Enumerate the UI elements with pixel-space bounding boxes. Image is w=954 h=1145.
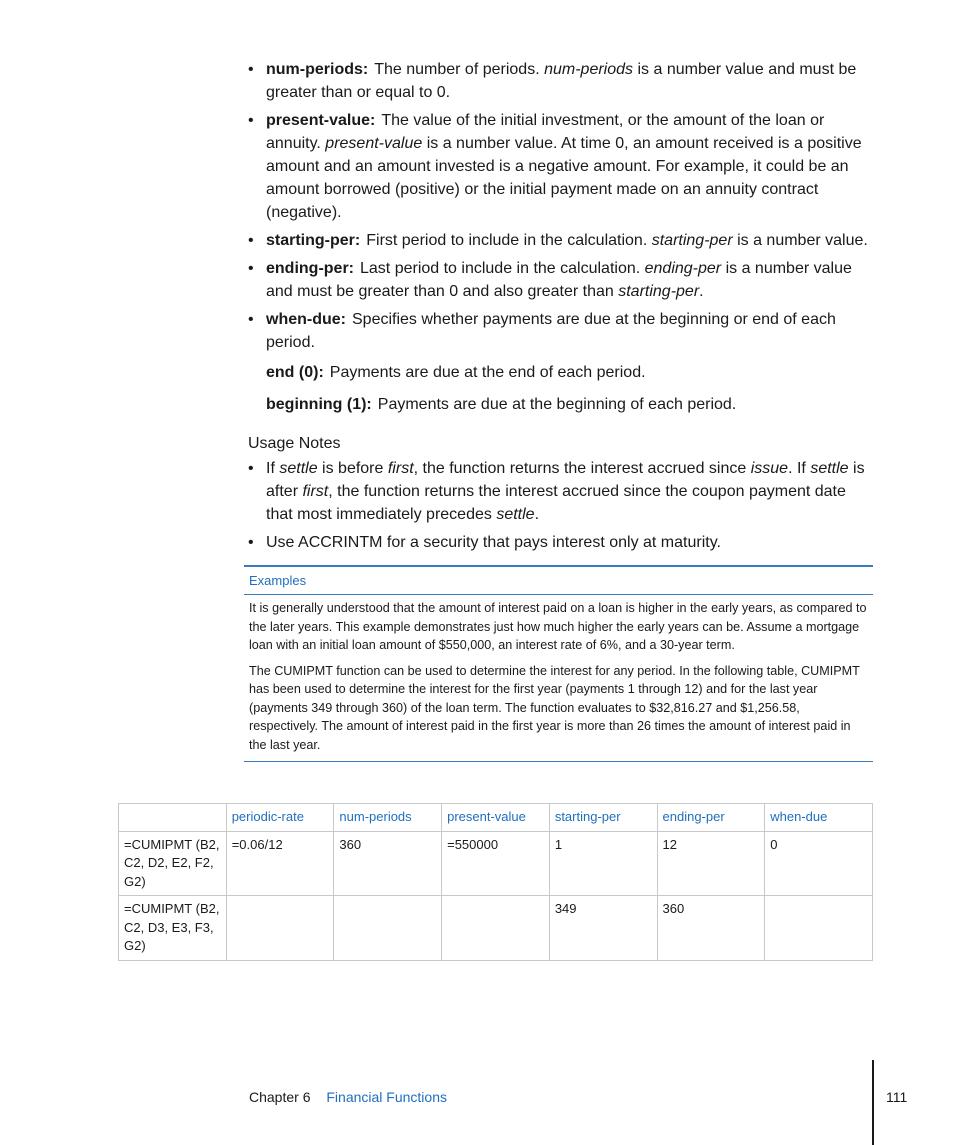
table-header-row [119,804,873,832]
table-cell: 12 [657,831,765,896]
page-number: 111 [886,1089,908,1105]
examples-paragraph: The CUMIPMT function can be used to determine the interest for any period. In the following table, CUMIPMT has been used to determine the interest for the first year (payments 1 through 12) and for the last year (payments 349 through 360) of the loan term. The function evaluates to $32,816.27 and $1,256.58, respectively. The amount of interest paid in the first year is more than 26 times the amount of interest paid in the last year. [249,663,860,752]
table-cell: 349 [549,896,657,961]
option-desc: Payments are due at the beginning of each period. [377,396,737,413]
param-item: • when-due: Specifies whether payments are due at the beginning or end of each period. [248,311,836,351]
param-desc: Last period to include in the calculation. ending-per is a number value and must be greater than 0 and also greater than starting-per. [266,260,852,300]
param-desc: The value of the initial investment, or the amount of the loan or annuity. present-value is a number value. At time 0, an amount received is a positive amount and an amount invested is a negative amount. For example, it could be an amount borrowed (positive) or the initial payment made on an annuity contract (negative). [266,112,862,221]
footer-section-link[interactable]: Financial Functions [326,1089,447,1105]
table-row [119,896,873,961]
table-cell [226,896,334,961]
parameter-list [248,58,873,559]
param-term: when-due: [266,311,346,328]
page-footer [249,1089,447,1105]
param-item: • present-value: The value of the initial investment, or the amount of the loan or annuity. present-value is a number value. At time 0, an amount received is a positive amount and an amount invested is a negative amount. For example, it could be an amount borrowed (positive) or the initial payment made on an annuity contract (negative). [248,112,862,221]
param-desc: First period to include in the calculation. starting-per is a number value. [366,232,868,249]
usage-note-text: If settle is before first, the function returns the interest accrued since issue. If settle is after first, the function returns the interest accrued since the coupon payment date that most immediately precedes settle. [266,460,865,523]
examples-body [244,595,873,761]
table-cell: 0 [765,831,873,896]
option-term: beginning (1): [266,396,372,413]
table-cell: 360 [334,831,442,896]
example-table [118,803,873,961]
footer-chapter: Chapter 6 [249,1089,311,1105]
footer-divider [872,1060,874,1145]
when-due-option [248,393,873,416]
table-cell [334,896,442,961]
option-desc: Payments are due at the end of each period. [329,364,646,381]
usage-note-text: Use ACCRINTM for a security that pays interest only at maturity. [266,534,721,551]
table-cell: 360 [657,896,765,961]
table-header-cell: periodic-rate [226,804,334,832]
table-row [119,831,873,896]
param-term: num-periods: [266,61,369,78]
table-header-cell: ending-per [657,804,765,832]
table-header-cell [119,804,227,832]
when-due-option [248,361,873,384]
usage-note-item: • Use ACCRINTM for a security that pays interest only at maturity. [248,534,721,551]
option-term: end (0): [266,364,324,381]
table-cell [765,896,873,961]
usage-note-item: • If settle is before first, the function returns the interest accrued since issue. If settle is after first, the function returns the interest accrued since the coupon payment date that most immediately precedes settle. [248,460,865,523]
param-desc: The number of periods. num-periods is a number value and must be greater than or equal to 0. [266,61,857,101]
param-term: present-value: [266,112,376,129]
table-cell: =550000 [442,831,550,896]
examples-heading: Examples [244,567,873,595]
param-term: ending-per: [266,260,354,277]
table-cell [442,896,550,961]
table-cell: =0.06/12 [226,831,334,896]
usage-notes-heading: Usage Notes [248,435,341,452]
param-item: • starting-per: First period to include in the calculation. starting-per is a number value. [248,232,868,249]
param-item: • ending-per: Last period to include in the calculation. ending-per is a number value and must be greater than 0 and also greater than starting-per. [248,260,852,300]
table-header-cell: when-due [765,804,873,832]
table-header-cell: starting-per [549,804,657,832]
param-desc: Specifies whether payments are due at the beginning or end of each period. [266,311,836,351]
examples-paragraph: It is generally understood that the amount of interest paid on a loan is higher in the early years, as compared to the later years. This example demonstrates just how much higher the early years can be. Assume a mortgage loan with an initial loan amount of $550,000, an interest rate of 6%, and a 30-year term. [249,601,867,652]
param-term: starting-per: [266,232,361,249]
examples-box [244,565,873,762]
table-header-cell: num-periods [334,804,442,832]
table-cell: =CUMIPMT (B2, C2, D2, E2, F2, G2) [119,831,227,896]
table-cell: =CUMIPMT (B2, C2, D3, E3, F3, G2) [119,896,227,961]
table-cell: 1 [549,831,657,896]
param-item: • num-periods: The number of periods. num-periods is a number value and must be greater than or equal to 0. [248,61,857,101]
table-header-cell: present-value [442,804,550,832]
